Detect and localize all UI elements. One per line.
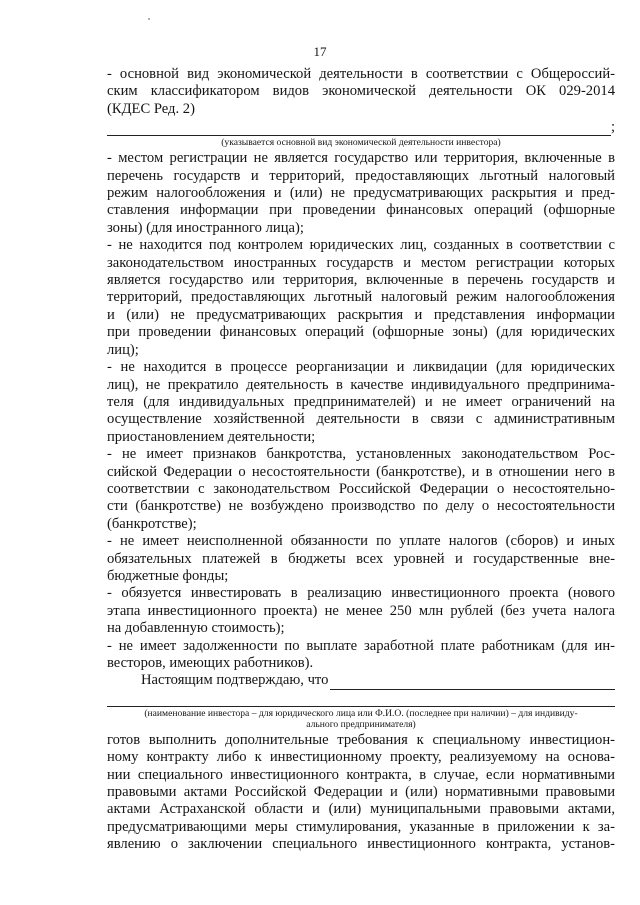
okved-caption: (указывается основной вид экономической деятельности инвестора) [221,137,501,149]
text-line: ставления информации при проведении финансовых операций (офшорные [107,202,615,219]
text-line: бюджетные фонды; [107,567,229,584]
text-line: ским классификатором видов экономической деятельности ОК 029-2014 [107,83,615,100]
text-line: при проведении финансовых операций (офшорные зоны) (для юридических [107,324,615,341]
bullet-reorganization [107,359,615,446]
investor-name-field[interactable] [330,676,615,690]
okved-fill-field[interactable] [107,118,615,136]
confirmation-lead: Настоящим подтверждаю, что [141,672,329,689]
bullet-taxes [107,533,615,585]
text-line: явлению о заключении специального инвестиционного контракта, установ- [107,836,615,853]
bullet-bankruptcy [107,446,615,533]
text-line: (КДЕС Ред. 2) [107,100,195,117]
text-line: - не находится в процессе реорганизации и ликвидации (для юридических [107,359,615,376]
text-line: (банкротстве); [107,515,197,532]
text-line: перечень государств и территорий, предоставляющих льготный налоговый [107,167,615,184]
text-line: правовыми актами Российской Федерации и (или) нормативными правовыми [107,784,615,801]
text-line: зоны) (для иностранного лица); [107,219,304,236]
okved-paragraph [107,66,615,118]
text-line: - местом регистрации не является государство или территория, включенные в [107,150,615,167]
text-line: этапа инвестиционного проекта) не менее 250 млн рублей (без учета налога [107,602,615,619]
confirmation-line [107,672,615,689]
document-body [107,66,615,854]
investor-name-caption [107,708,615,730]
text-line: нии специального инвестиционного контракта, в случае, если нормативными [107,766,615,783]
text-line: теля (для индивидуальных предпринимателей) и не имеет ограничений на [107,393,615,410]
text-line: - не имеет признаков банкротства, установленных законодательством Рос- [107,446,615,463]
text-line: сийской Федерации о несостоятельности (банкротстве), и в отношении него в [107,463,615,480]
bullet-control [107,237,615,359]
text-line: соответствии с законодательством Российской Федерации о несостоятельно- [107,480,615,497]
text-line: на добавленную стоимость); [107,620,285,637]
text-line: готов выполнить дополнительные требования к специальному инвестицион- [107,731,615,748]
text-line: - основной вид экономической деятельности в соответствии с Общероссий- [107,66,615,82]
closing-paragraph [107,732,615,854]
text-line: ному контракту либо к инвестиционному проекту, реализуемому на основа- [107,749,615,766]
scan-speck [148,18,150,20]
fill-underline [107,123,611,136]
text-line: обязательных платежей в бюджеты всех уровней и государственные вне- [107,550,615,567]
bullet-registration [107,150,615,237]
text-line: осуществление хозяйственной деятельности в связи с административным [107,411,615,428]
text-line: приостановлением деятельности; [107,428,316,445]
text-line: предусматривающими меры стимулирования, указанные в приложении к за- [107,818,615,835]
text-line: является государство или территория, включенные в перечень государств и [107,272,615,289]
caption-line: (наименование инвестора – для юридического лица или Ф.И.О. (последнее при наличии) – для индивиду- [144,707,578,719]
text-line: территорий, предоставляющих льготный налоговый режим налогообложения [107,289,615,306]
text-line: весторов, имеющих работников). [107,655,314,671]
text-line: - не находится под контролем юридических лиц, созданных в соответствии с [107,237,615,254]
text-line: режим налогообложения и (или) не предусматривающих раскрытия и пред- [107,185,615,202]
text-line: сти (банкротстве) не возбуждено производство по делу о несостоятельности [107,498,615,515]
text-line: - не имеет задолженности по выплате заработной плате работникам (для ин- [107,637,615,654]
caption-line: ального предпринимателя) [306,718,416,730]
text-line: и (или) не предусматривающих раскрытия и представления информации [107,306,615,323]
investor-name-field-continued[interactable] [107,690,615,707]
text-line: - обязуется инвестировать в реализацию инвестиционного проекта (нового [107,585,615,602]
bullet-investment [107,585,615,637]
text-line: - не имеет неисполненной обязанности по уплате налогов (сборов) и иных [107,533,615,550]
fill-line-end: ; [610,118,615,135]
page-number: 17 [313,44,327,59]
text-line: актами Астраханской области и (или) муниципальными правовыми актами, [107,801,615,818]
text-line: лиц); [107,341,139,358]
text-line: лиц), не прекратило деятельность в качестве индивидуального предпринима- [107,376,615,393]
bullet-salary [107,638,615,673]
text-line: законодательством иностранных государств и местом регистрации которых [107,254,615,271]
